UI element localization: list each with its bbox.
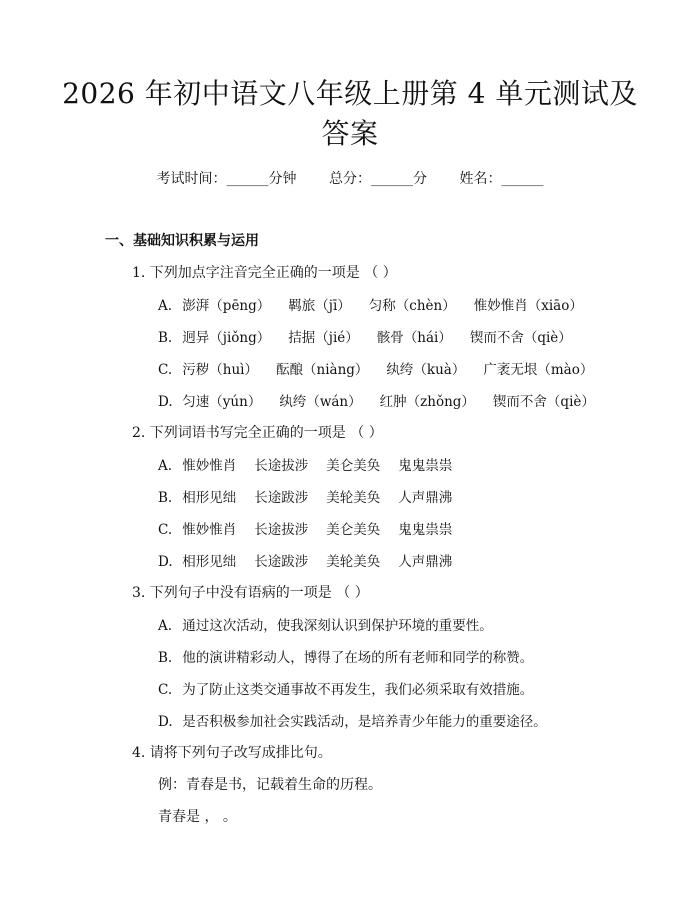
section-heading: 一、基础知识积累与运用 (105, 233, 259, 249)
option-item: 迥异（jiǒng） (182, 330, 271, 346)
option-item: 鬼鬼祟祟 (398, 458, 453, 474)
question-2-stem: 2. 下列词语书写完全正确的一项是 （ ） (132, 425, 383, 441)
q1-option-d (158, 390, 613, 410)
question-4-stem: 4. 请将下列句子改写成排比句。 (132, 745, 332, 761)
option-text: 为了防止这类交通事故不再发生，我们必须采取有效措施。 (182, 682, 534, 698)
option-letter: B. (158, 490, 173, 506)
option-item: 惟妙惟肖 (182, 522, 237, 538)
exam-time: 考试时间：______分钟 (156, 171, 297, 187)
page-title (60, 74, 640, 154)
option-letter: C. (158, 522, 173, 538)
q2-option-c (158, 518, 470, 538)
option-item: 人声鼎沸 (398, 490, 453, 506)
option-item: 拮据（jié） (288, 330, 359, 346)
q3-option-d (158, 710, 547, 730)
option-item: 美轮美奂 (326, 490, 381, 506)
option-item: 人声鼎沸 (398, 554, 453, 570)
option-item: 骸骨（hái） (376, 330, 452, 346)
q2-option-a (158, 454, 470, 474)
question-3-stem: 3. 下列句子中没有语病的一项是 （ ） (132, 585, 369, 601)
option-item: 美仑美奂 (326, 522, 381, 538)
q1-option-a (158, 294, 601, 314)
option-item: 相形见绌 (182, 554, 237, 570)
option-item: 纨绔（kuà） (386, 362, 466, 378)
q3-option-c (158, 678, 533, 698)
option-item: 匀速（yún） (182, 394, 262, 410)
option-letter: C. (158, 682, 173, 698)
q1-option-b (158, 326, 590, 346)
q3-option-a (158, 614, 493, 634)
student-name: 姓名：______ (459, 171, 544, 187)
option-letter: B. (158, 650, 173, 666)
option-item: 美仑美奂 (326, 458, 381, 474)
option-item: 酝酿（niàng） (276, 362, 369, 378)
total-score: 总分：______分 (329, 171, 427, 187)
option-item: 相形见绌 (182, 490, 237, 506)
option-item: 美轮美奂 (326, 554, 381, 570)
option-item: 匀称（chèn） (368, 298, 456, 314)
option-letter: B. (158, 330, 173, 346)
option-item: 鬼鬼祟祟 (398, 522, 453, 538)
exam-info (0, 168, 700, 188)
option-item: 污秽（huì） (182, 362, 259, 378)
option-text: 是否积极参加社会实践活动，是培养青少年能力的重要途径。 (182, 714, 547, 730)
option-item: 长途拔涉 (254, 522, 309, 538)
option-letter: D. (158, 714, 173, 730)
option-item: 锲而不舍（qiè） (469, 330, 572, 346)
option-item: 惟妙惟肖 (182, 458, 237, 474)
option-letter: A. (158, 618, 173, 634)
option-item: 纨绔（wán） (279, 394, 362, 410)
question-1-stem: 1. 下列加点字注音完全正确的一项是 （ ） (132, 265, 397, 281)
option-letter: D. (158, 554, 173, 570)
option-item: 长途跋涉 (254, 554, 309, 570)
option-item: 澎湃（pēng） (182, 298, 271, 314)
q2-option-b (158, 486, 470, 506)
option-text: 通过这次活动，使我深刻认识到保护环境的重要性。 (182, 618, 493, 634)
option-item: 长途拔涉 (254, 458, 309, 474)
option-item: 长途跋涉 (254, 490, 309, 506)
option-letter: A. (158, 298, 173, 314)
q1-option-c (158, 358, 611, 378)
q3-option-b (158, 646, 533, 666)
option-item: 羁旅（jī） (288, 298, 351, 314)
option-item: 广袤无垠（mào） (483, 362, 594, 378)
q4-answer-line: 青春是 ， 。 (158, 809, 237, 825)
q4-example: 例：青春是书，记载着生命的历程。 (158, 777, 382, 793)
option-item: 红肿（zhǒng） (379, 394, 475, 410)
option-letter: D. (158, 394, 173, 410)
title-line-2: 答案 (321, 117, 379, 150)
option-item: 锲而不舍（qiè） (492, 394, 595, 410)
option-letter: A. (158, 458, 173, 474)
title-line-1: 2026 年初中语文八年级上册第 4 单元测试及 (62, 77, 638, 110)
q2-option-d (158, 550, 470, 570)
option-item: 惟妙惟肖（xiāo） (473, 298, 583, 314)
option-letter: C. (158, 362, 173, 378)
option-text: 他的演讲精彩动人，博得了在场的所有老师和同学的称赞。 (182, 650, 534, 666)
